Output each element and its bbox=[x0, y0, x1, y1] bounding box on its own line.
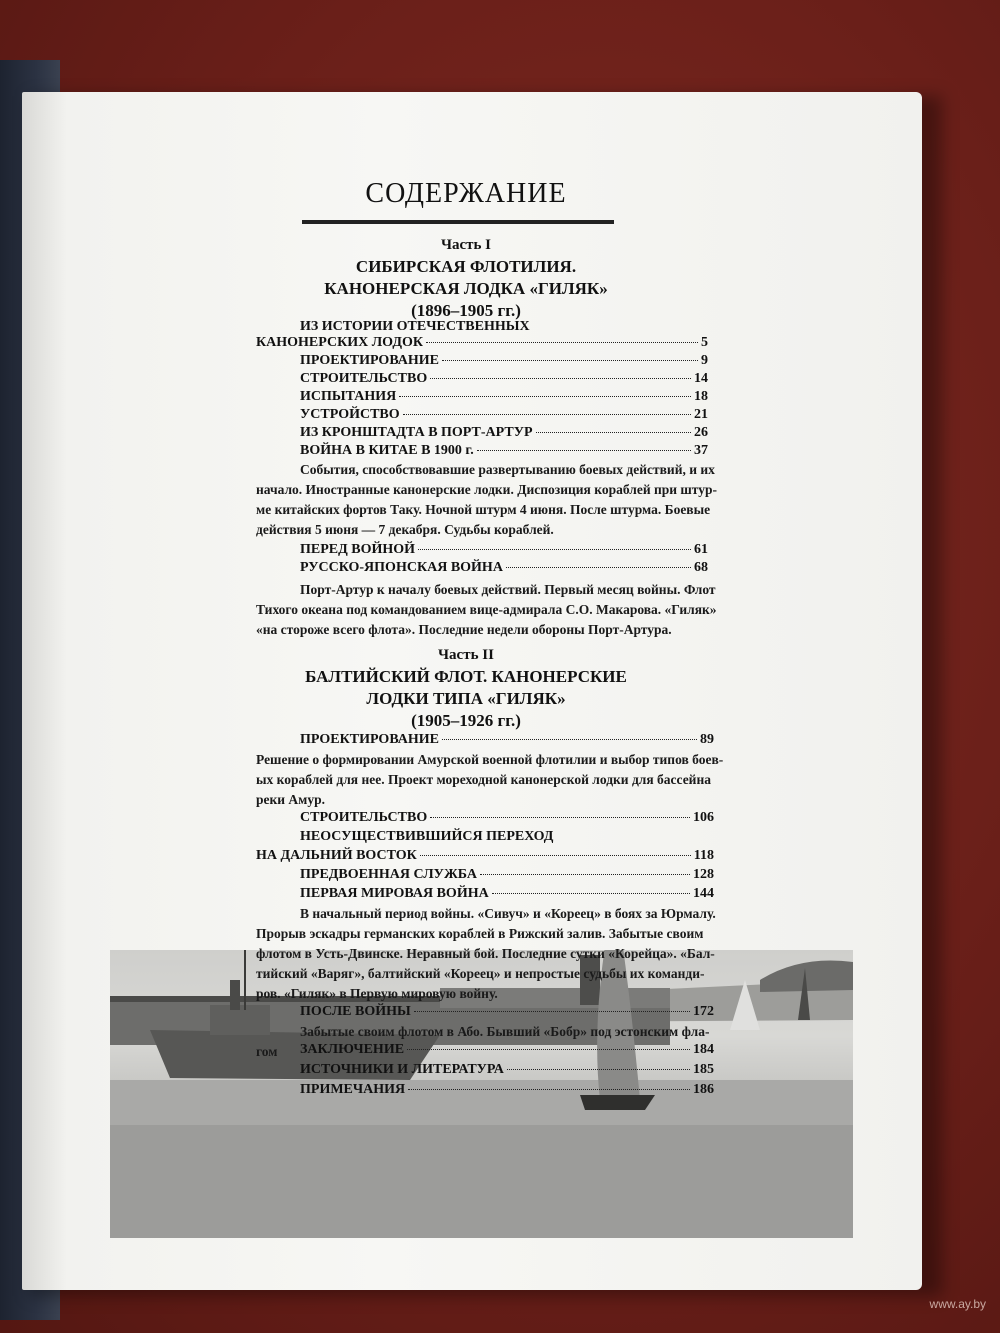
toc-description: «на стороже всего флота». Последние недели обороны Порт-Артура. bbox=[256, 622, 672, 637]
toc-entry-page: 21 bbox=[694, 407, 708, 422]
toc-entry-title: ПОСЛЕ ВОЙНЫ bbox=[300, 1004, 411, 1019]
toc-leader-dots bbox=[477, 450, 691, 451]
part-1-title-line2: КАНОНЕРСКАЯ ЛОДКА «ГИЛЯК» bbox=[324, 279, 608, 298]
toc-entry-page: 9 bbox=[701, 353, 708, 368]
part-1-heading bbox=[86, 234, 846, 322]
toc-entry-page: 61 bbox=[694, 542, 708, 557]
toc-entry-title: ПРЕДВОЕННАЯ СЛУЖБА bbox=[300, 867, 477, 882]
toc-entry[interactable] bbox=[300, 425, 708, 441]
toc-entry-head: ИЗ ИСТОРИИ ОТЕЧЕСТВЕННЫХ bbox=[300, 319, 530, 334]
toc-leader-dots bbox=[403, 414, 691, 415]
toc-description: Тихого океана под командованием вице-адмирала С.О. Макарова. «Гиляк» bbox=[256, 602, 717, 617]
toc-entry[interactable] bbox=[300, 732, 714, 748]
toc-entry-title: СТРОИТЕЛЬСТВО bbox=[300, 371, 428, 386]
toc-entry-page: 14 bbox=[694, 371, 708, 386]
toc-leader-dots bbox=[442, 360, 698, 361]
toc-leader-dots bbox=[536, 432, 691, 433]
toc-leader-dots bbox=[480, 874, 690, 875]
part-1-title-line1: СИБИРСКАЯ ФЛОТИЛИЯ. bbox=[355, 257, 577, 276]
toc-entry-page: 68 bbox=[694, 560, 708, 575]
toc-entry[interactable] bbox=[256, 848, 714, 864]
toc-description: реки Амур. bbox=[256, 792, 326, 807]
toc-leader-dots bbox=[430, 817, 690, 818]
toc-entry-page: 89 bbox=[700, 732, 714, 747]
watermark: www.ay.by bbox=[929, 1297, 986, 1311]
toc-leader-dots bbox=[507, 1069, 690, 1070]
toc-description: гом bbox=[256, 1044, 278, 1059]
toc-description: ых кораблей для нее. Проект мореходной канонерской лодки для бассейна bbox=[256, 772, 711, 787]
toc-leader-dots bbox=[414, 1011, 690, 1012]
part-2-heading bbox=[86, 644, 846, 732]
toc-description: События, способствовавшие развертыванию боевых действий, и их bbox=[300, 462, 715, 477]
toc-entry[interactable] bbox=[300, 1004, 714, 1020]
toc-description: Забытые своим флотом в Або. Бывший «Бобр» под эстонским фла- bbox=[300, 1024, 710, 1039]
toc-entry[interactable] bbox=[300, 1042, 714, 1058]
toc-entry[interactable] bbox=[300, 560, 708, 576]
toc-entry-page: 144 bbox=[693, 886, 714, 901]
toc-entry-page: 26 bbox=[694, 425, 708, 440]
toc-entry-page: 18 bbox=[694, 389, 708, 404]
toc-entry-title: РУССКО-ЯПОНСКАЯ ВОЙНА bbox=[300, 560, 503, 575]
toc-entry-page: 118 bbox=[693, 848, 714, 863]
toc-leader-dots bbox=[408, 1089, 690, 1090]
toc-entry[interactable] bbox=[300, 407, 708, 423]
toc-entry-title: ВОЙНА В КИТАЕ В 1900 г. bbox=[300, 443, 474, 458]
part-1-label: Часть I bbox=[440, 237, 492, 253]
toc-leader-dots bbox=[506, 567, 691, 568]
toc-entry-title: ИСПЫТАНИЯ bbox=[300, 389, 397, 404]
toc-description: Решение о формировании Амурской военной флотилии и выбор типов боев- bbox=[256, 752, 724, 767]
toc-entry[interactable] bbox=[300, 810, 714, 826]
toc-leader-dots bbox=[418, 549, 691, 550]
page-title: СОДЕРЖАНИЕ bbox=[365, 178, 567, 209]
toc-entry-head: НЕОСУЩЕСТВИВШИЙСЯ ПЕРЕХОД bbox=[300, 829, 554, 844]
toc-description: тийский «Варяг», балтийский «Кореец» и непростые судьбы их команди- bbox=[256, 966, 705, 981]
toc-leader-dots bbox=[426, 342, 698, 343]
toc-description: ров. «Гиляк» в Первую мировую войну. bbox=[256, 986, 498, 1001]
title-underline bbox=[302, 220, 614, 224]
toc-description: ме китайских фортов Таку. Ночной штурм 4 июня. После штурма. Боевые bbox=[256, 502, 711, 517]
toc-entry-title: КАНОНЕРСКИХ ЛОДОК bbox=[256, 335, 424, 350]
toc-entry[interactable] bbox=[256, 335, 708, 351]
toc-entry-title: ПРИМЕЧАНИЯ bbox=[300, 1082, 406, 1097]
toc-description: действия 5 июня — 7 декабря. Судьбы кораблей. bbox=[256, 522, 554, 537]
toc-entry[interactable] bbox=[300, 1082, 714, 1098]
part-2-label: Часть II bbox=[438, 647, 494, 663]
toc-leader-dots bbox=[420, 855, 691, 856]
toc-entry-page: 172 bbox=[693, 1004, 714, 1019]
toc-entry-page: 106 bbox=[693, 810, 714, 825]
toc-entry-page: 37 bbox=[694, 443, 708, 458]
toc-entry-page: 186 bbox=[693, 1082, 714, 1097]
toc-entry-title: ПЕРЕД ВОЙНОЙ bbox=[300, 542, 416, 557]
toc-entry[interactable] bbox=[300, 389, 708, 405]
toc-leader-dots bbox=[407, 1049, 690, 1050]
toc-entry-title: ПЕРВАЯ МИРОВАЯ ВОЙНА bbox=[300, 886, 489, 901]
toc-entry[interactable] bbox=[300, 443, 708, 459]
toc-leader-dots bbox=[430, 378, 691, 379]
toc-description: Прорыв эскадры германских кораблей в Рижский залив. Забытые своим bbox=[256, 926, 704, 941]
toc-entry-title: НА ДАЛЬНИЙ ВОСТОК bbox=[256, 848, 417, 863]
toc-entry-title: ИСТОЧНИКИ И ЛИТЕРАТУРА bbox=[300, 1062, 504, 1077]
toc-description: В начальный период войны. «Сивуч» и «Кореец» в боях за Юрмалу. bbox=[300, 906, 716, 921]
toc-entry[interactable] bbox=[300, 867, 714, 883]
part-2-years: (1905–1926 гг.) bbox=[411, 711, 521, 730]
toc-entry[interactable] bbox=[300, 542, 708, 558]
toc-leader-dots bbox=[442, 739, 697, 740]
toc-description: флотом в Усть-Двинске. Неравный бой. Последние сутки «Корейца». «Бал- bbox=[256, 946, 715, 961]
toc-entry-title: ИЗ КРОНШТАДТА В ПОРТ-АРТУР bbox=[300, 425, 533, 440]
toc-leader-dots bbox=[492, 893, 690, 894]
toc-description: Порт-Артур к началу боевых действий. Первый месяц войны. Флот bbox=[300, 582, 716, 597]
toc-entry-title: ЗАКЛЮЧЕНИЕ bbox=[300, 1042, 405, 1057]
part-2-title-line1: БАЛТИЙСКИЙ ФЛОТ. КАНОНЕРСКИЕ bbox=[305, 667, 627, 686]
toc-entry-title: ПРОЕКТИРОВАНИЕ bbox=[300, 732, 440, 747]
toc-entry-title: УСТРОЙСТВО bbox=[300, 407, 400, 422]
part-1-years: (1896–1905 гг.) bbox=[411, 301, 521, 320]
toc-entry-page: 185 bbox=[693, 1062, 714, 1077]
toc-entry[interactable] bbox=[300, 1062, 714, 1078]
toc-entry[interactable] bbox=[300, 353, 708, 369]
toc-entry[interactable] bbox=[300, 371, 708, 387]
toc-entry-page: 5 bbox=[701, 335, 708, 350]
part-2-title-line2: ЛОДКИ ТИПА «ГИЛЯК» bbox=[366, 689, 566, 708]
toc-entry-title: ПРОЕКТИРОВАНИЕ bbox=[300, 353, 440, 368]
toc-leader-dots bbox=[399, 396, 691, 397]
toc-entry-title: СТРОИТЕЛЬСТВО bbox=[300, 810, 428, 825]
toc-description: начало. Иностранные канонерские лодки. Диспозиция кораблей при штур- bbox=[256, 482, 718, 497]
toc-entry-page: 128 bbox=[693, 867, 714, 882]
toc-entry-page: 184 bbox=[693, 1042, 714, 1057]
toc-entry[interactable] bbox=[300, 886, 714, 902]
